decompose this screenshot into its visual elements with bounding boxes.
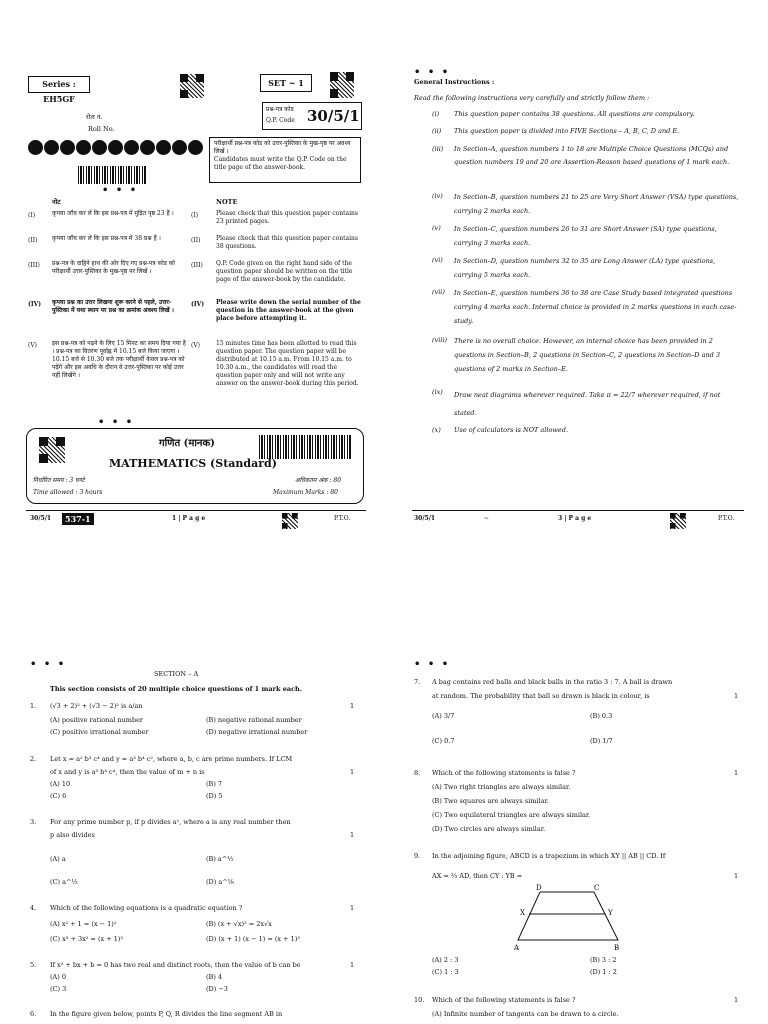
time-allowed: Time allowed : 3 hours (33, 489, 103, 496)
note-hindi: नोट (52, 198, 61, 206)
instr-num-1: (i) (432, 110, 440, 118)
question-text-cont: p also divides (50, 831, 95, 839)
option-a: (A) 2 : 3 (432, 956, 459, 964)
qr-code-icon (670, 513, 686, 529)
option-d: (D) 1/7 (590, 737, 613, 745)
instr-num-8: (viii) (432, 336, 447, 344)
note-en: NOTE (216, 198, 238, 206)
roll-no-label: Roll No. (88, 125, 115, 133)
note-num-3: (III) (28, 262, 40, 269)
qr-code-icon (180, 74, 204, 98)
footer-pto: P.T.O. (718, 515, 735, 522)
instr-text-3: In Section–A, question numbers 1 to 18 are Multiple Choice Questions (MCQs) and question numbers 19 and 20 are Assertion-Reason based questions of 1 mark each. (454, 145, 730, 166)
note-en-3: Q.P. Code given on the right hand side of the question paper should be written on the title page of the answer-book by the candidate. (216, 260, 353, 283)
option-d: (D) −3 (206, 985, 228, 993)
question-text: Which of the following equations is a quadratic equation ? (50, 904, 243, 912)
option-b: (B) negative rational number (206, 716, 302, 724)
note-en-1: Please check that this question paper contains 23 printed pages. (216, 210, 358, 225)
note-hi-4: कृपया प्रश्न का उत्तर लिखना शुरू करने से पहले, उत्तर-पुस्तिका में यथा स्थान पर प्रश्न का क्रमांक अवश्य लिखें । (52, 299, 174, 314)
note-num-3b: (III) (191, 262, 203, 269)
instr-text-10: Use of calculators is NOT allowed. (454, 426, 569, 434)
qr-code-icon (282, 513, 298, 529)
question-marks: 1 (734, 692, 739, 700)
note-en-5: 15 minutes time has been allotted to read this question paper. The question paper will be distributed at 10.15 a.m. From 10.15 a.m. to 10.30 a.m., the candidates will read the question paper only and will not write any answer on the answer-book during this period. (216, 340, 359, 387)
marks-hindi: अधिकतम अंक : 80 (295, 477, 342, 484)
option-b: (B) a^½ (206, 855, 234, 863)
instr-text-5: In Section–C, question numbers 26 to 31 are Short Answer (SA) type questions, carrying 3 marks each. (454, 225, 717, 247)
label-d: D (536, 884, 542, 892)
instr-text-9: Draw neat diagrams wherever required. Take π = 22/7 wherever required, if not stated. (454, 391, 721, 417)
instr-text-8: There is no overall choice. However, an internal choice has been provided in 2 questions in Section–B, 2 questions in Section–C, 2 questions in Section–D and 3 questions of 2 marks in Section–E. (454, 337, 720, 373)
option-a: (A) x² + 1 = (x − 1)² (50, 920, 117, 928)
instr-text-2: This question paper is divided into FIVE Sections – A, B, C, D and E. (454, 127, 680, 135)
instructions-title: General Instructions : (414, 78, 495, 86)
footer-page: 3 | P a g e (558, 515, 592, 522)
note-num-5: (V) (28, 342, 38, 349)
label-a: A (514, 944, 520, 952)
option-c: (C) 6 (50, 792, 67, 800)
option-d: (D) (x + 1) (x − 1) = (x + 1)² (206, 935, 300, 943)
footer-page: 1 | P a g e (172, 515, 206, 522)
question-number: 10. (414, 996, 425, 1004)
instr-num-5: (v) (432, 224, 441, 232)
option-b: (B) 3 : 2 (590, 956, 617, 964)
option-c: (C) x³ + 3x² = (x + 1)³ (50, 935, 124, 943)
question-text-cont: at random. The probability that ball so drawn is black in colour, is (432, 692, 650, 700)
label-x: X (520, 909, 525, 917)
candidate-instruction-hindi: परीक्षार्थी प्रश्न-पत्र कोड को उत्तर-पुस्तिका के मुख-पृष्ठ पर अवश्य लिखें । (214, 140, 351, 155)
option-d: (D) 5 (206, 792, 223, 800)
footer-code-box: 537-1 (62, 513, 94, 525)
label-b: B (614, 944, 620, 952)
set-box: SET ~ 1 (260, 74, 312, 92)
series-box: Series : EH5GF (28, 76, 90, 93)
question-text: (√3 + 2)² + (√3 − 2)² is a/an (50, 702, 143, 710)
option-c: (C) 3 (50, 985, 67, 993)
barcode (78, 166, 146, 184)
dots-decoration: • • • (30, 659, 67, 670)
note-hi-2: कृपया जाँच कर लें कि इस प्रश्न-पत्र में 38 प्रश्न हैं । (52, 235, 161, 242)
question-text: Which of the following statements is false ? (432, 769, 576, 777)
question-number: 8. (414, 769, 421, 777)
instr-text-6: In Section–D, question numbers 32 to 35 are Long Answer (LA) type questions, carrying 5 marks each. (454, 257, 716, 279)
dots-decoration: • • • (102, 185, 139, 196)
section-title: SECTION – A (154, 670, 199, 678)
question-text: In the adjoining figure, ABCD is a trapezium in which XY || AB || CD. If (432, 852, 666, 860)
note-num-2b: (II) (191, 237, 201, 244)
instr-num-4: (iv) (432, 192, 443, 200)
instr-text-4: In Section–B, question numbers 21 to 25 are Very Short Answer (VSA) type questions, carrying 2 marks each. (454, 193, 739, 215)
note-num-1: (I) (28, 212, 36, 219)
question-number: 7. (414, 678, 421, 686)
note-num-5b: (V) (191, 342, 201, 349)
question-marks: 1 (734, 872, 739, 880)
question-marks: 1 (350, 961, 355, 969)
qp-code-number: 30/5/1 (307, 107, 360, 125)
question-marks: 1 (734, 769, 739, 777)
option-c: (C) Two equilateral triangles are always similar. (432, 811, 591, 819)
option-a: (A) 0 (50, 973, 66, 981)
note-num-4: (IV) (28, 301, 42, 308)
subject-hindi: गणित (मानक) (159, 438, 215, 449)
footer-tilde: ~ (484, 515, 490, 522)
question-text: A bag contains red balls and black balls in the ratio 3 : 7. A ball is drawn (432, 678, 673, 686)
maximum-marks: Maximum Marks : 80 (273, 489, 338, 496)
question-marks: 1 (350, 702, 355, 710)
option-b: (B) Two squares are always similar. (432, 797, 549, 805)
candidate-instruction-en: Candidates must write the Q.P. Code on the title page of the answer-book. (214, 156, 347, 171)
option-b: (B) (x + √x)² = 2x√x (206, 920, 272, 928)
question-number: 3. (30, 818, 37, 826)
question-marks: 1 (350, 904, 355, 912)
option-c: (C) a^⅓ (50, 878, 78, 886)
label-c: C (594, 884, 600, 892)
question-number: 5. (30, 961, 37, 969)
question-number: 2. (30, 755, 37, 763)
option-d: (D) a^⅛ (206, 878, 234, 886)
question-text: In the figure given below, points P, Q, R divides the line segment AB in (50, 1010, 283, 1018)
question-number: 1. (30, 702, 37, 710)
instr-num-9: (ix) (432, 388, 443, 396)
option-d: (D) 1 : 2 (590, 968, 617, 976)
question-text-cont: of x and y is a³ b⁴ c⁴, then the value of m + n is (50, 768, 205, 776)
question-marks: 1 (350, 831, 355, 839)
question-number: 4. (30, 904, 37, 912)
option-c: (C) 1 : 3 (432, 968, 459, 976)
dots-decoration: • • • (98, 417, 135, 428)
question-text-cont: AX = ⅔ AD, then CY : YB = (432, 872, 523, 880)
instr-text-1: This question paper contains 38 questions. All questions are compulsory. (454, 110, 695, 118)
dots-decoration: • • • (414, 67, 451, 78)
section-description: This section consists of 20 multiple choice questions of 1 mark each. (50, 685, 303, 693)
option-b: (B) 0.3 (590, 712, 613, 720)
instr-num-7: (vii) (432, 288, 445, 296)
option-a: (A) 10 (50, 780, 71, 788)
trapezium-outline (518, 892, 618, 940)
note-num-4b: (IV) (191, 301, 205, 308)
subject-en: MATHEMATICS (Standard) (109, 457, 277, 470)
option-a: (A) Infinite number of tangents can be drawn to a circle. (432, 1010, 619, 1018)
question-marks: 1 (734, 996, 739, 1004)
question-text: For any prime number p, if p divides a², where a is any real number then (50, 818, 291, 826)
trapezium-figure (500, 884, 640, 954)
qr-code-icon (39, 437, 65, 463)
instr-num-2: (ii) (432, 127, 442, 135)
option-a: (A) Two right triangles are always similar. (432, 783, 571, 791)
note-hi-1: कृपया जाँच कर लें कि इस प्रश्न-पत्र में मुद्रित पृष्ठ 23 हैं । (52, 210, 174, 217)
subject-box (26, 428, 364, 504)
footer-rule (26, 510, 366, 511)
instr-text-7: In Section–E, question numbers 36 to 38 are Case Study based integrated questions carrying 4 marks each. Internal choice is provided in 2 marks questions in each case-study. (454, 289, 737, 325)
question-text: If x² + bx + b = 0 has two real and distinct roots, then the value of b can be (50, 961, 301, 969)
roll-no-hindi: रोल नं. (86, 113, 103, 121)
option-b: (B) 4 (206, 973, 223, 981)
roll-no-circles (28, 140, 208, 157)
option-c: (C) 0.7 (432, 737, 455, 745)
question-marks: 1 (350, 768, 355, 776)
instr-num-6: (vi) (432, 256, 443, 264)
footer-pto: P.T.O. (334, 515, 351, 522)
note-hi-5: इस प्रश्न-पत्र को पढ़ने के लिए 15 मिनट का समय दिया गया है । प्रश्न-पत्र का वितरण पूर्वाह्न में 10.15 बजे किया जाएगा । 10.15 बजे से 10.30 बजे तक परीक्षार्थी केवल प्रश्न-पत्र को पढ़ेंगे और इस अवधि के दौरान वे उत्तर-पुस्तिका पर कोई उत्तर नहीं लिखेंगे । (52, 340, 186, 379)
qp-code-label: Q.P. Code (266, 117, 295, 124)
qp-code-box (262, 102, 362, 130)
qr-code-icon (330, 72, 354, 98)
label-y: Y (608, 909, 613, 917)
option-d: (D) negative irrational number (206, 728, 308, 736)
qp-code-hindi: प्रश्न-पत्र कोड (266, 106, 294, 113)
option-a: (A) positive rational number (50, 716, 144, 724)
option-a: (A) a (50, 855, 66, 863)
candidate-instruction-box (209, 137, 361, 183)
footer-rule (412, 510, 744, 511)
dots-decoration: • • • (414, 659, 451, 670)
question-number: 9. (414, 852, 421, 860)
note-num-1b: (I) (191, 212, 199, 219)
note-en-4: Please write down the serial number of the question in the answer-book at the given place before attempting it. (216, 299, 361, 322)
question-number: 6. (30, 1010, 37, 1018)
instr-num-10: (x) (432, 426, 441, 434)
instructions-intro: Read the following instructions very carefully and strictly follow them : (414, 94, 650, 102)
instr-num-3: (iii) (432, 145, 444, 153)
option-c: (C) positive irrational number (50, 728, 149, 736)
option-a: (A) 3/7 (432, 712, 455, 720)
option-d: (D) Two circles are always similar. (432, 825, 546, 833)
question-text: Let x = a² b³ c⁴ and y = a³ b⁴ c², where a, b, c are prime numbers. If LCM (50, 755, 293, 763)
footer-code: 30/5/1 (30, 515, 52, 522)
note-hi-3: प्रश्न-पत्र के दाहिने हाथ की ओर दिए गए प्रश्न-पत्र कोड को परीक्षार्थी उत्तर-पुस्तिका के मुख-पृष्ठ पर लिखें । (52, 260, 175, 275)
option-b: (B) 7 (206, 780, 223, 788)
time-hindi: निर्धारित समय : 3 घण्टे (33, 477, 85, 484)
note-num-2: (II) (28, 237, 38, 244)
barcode (259, 435, 351, 459)
note-en-2: Please check that this question paper contains 38 questions. (216, 235, 358, 250)
question-text: Which of the following statements is false ? (432, 996, 576, 1004)
footer-code: 30/5/1 (414, 515, 436, 522)
